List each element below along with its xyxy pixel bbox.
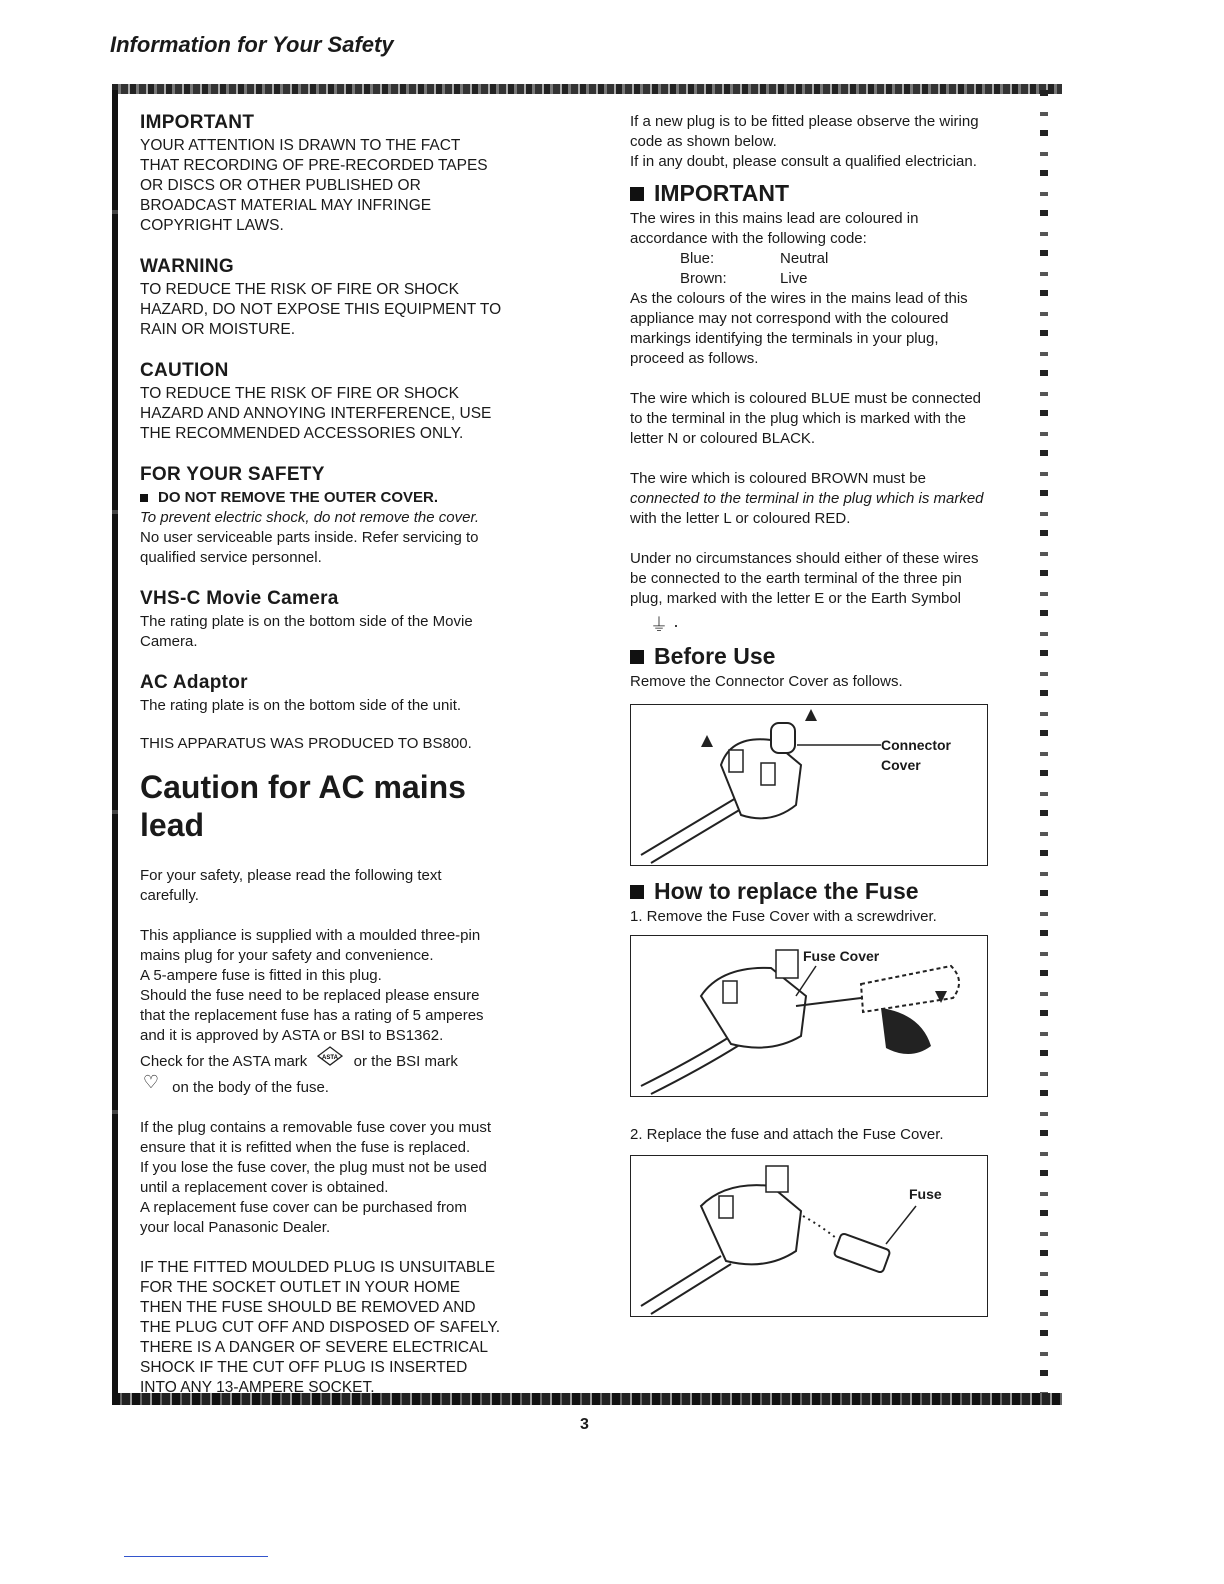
connector-cover-figure — [630, 704, 988, 866]
text-line: that the replacement fuse has a rating of 5 amperes — [140, 1007, 484, 1024]
text-line: The wire which is coloured BLUE must be connected — [630, 390, 982, 407]
text-line: THERE IS A DANGER OF SEVERE ELECTRICAL — [140, 1339, 488, 1356]
fuse-cover-figure — [630, 935, 988, 1097]
text-line: The wires in this mains lead are coloured in — [630, 210, 919, 227]
wire-meaning: Live — [780, 270, 808, 287]
for-your-safety-section — [140, 464, 570, 568]
text-line: This appliance is supplied with a moulded three-pin — [140, 927, 481, 944]
text-line: HAZARD, DO NOT EXPOSE THIS EQUIPMENT TO — [140, 301, 502, 318]
asta-mark-icon — [317, 1046, 343, 1072]
text-line: A replacement fuse cover can be purchased from — [140, 1199, 467, 1216]
text-line: If the plug contains a removable fuse cover you must — [140, 1119, 492, 1136]
check-text-b: or the BSI mark — [353, 1053, 458, 1070]
text-line: If a new plug is to be fitted please observe the wiring — [630, 113, 979, 130]
bullet-line — [140, 488, 570, 508]
text-line: No user serviceable parts inside. Refer servicing to — [140, 529, 479, 546]
text-line: mains plug for your safety and convenience. — [140, 947, 434, 964]
text-line: As the colours of the wires in the mains lead of this — [630, 290, 968, 307]
top-border-rule — [112, 84, 1062, 94]
text-line: Under no circumstances should either of these wires — [630, 550, 979, 567]
page-header-title: Information for Your Safety — [110, 32, 394, 57]
caution-ac-mains-title — [140, 768, 570, 844]
text-line: Should the fuse need to be replaced please ensure — [140, 987, 480, 1004]
text-line: INTO ANY 13-AMPERE SOCKET. — [140, 1379, 375, 1396]
blue-wire-section — [630, 389, 1050, 449]
text-line: The rating plate is on the bottom side of the Movie — [140, 613, 473, 630]
brown-wire-section — [630, 469, 1050, 529]
text-line: THEN THE FUSE SHOULD BE REMOVED AND — [140, 1299, 476, 1316]
earth-symbol-icon: ⏚ · — [650, 615, 679, 635]
fuse-step-2: 2. Replace the fuse and attach the Fuse Cover. — [630, 1126, 944, 1143]
before-use-heading — [630, 643, 1050, 670]
page-number: 3 — [580, 1416, 589, 1433]
text-line: BROADCAST MATERIAL MAY INFRINGE — [140, 197, 432, 214]
caution-heading: CAUTION — [140, 360, 229, 381]
left-column — [140, 112, 570, 1418]
fuse-label: Fuse — [909, 1186, 942, 1202]
fuse-step-1: 1. Remove the Fuse Cover with a screwdriver. — [630, 908, 937, 925]
fuse-replace-figure — [630, 1155, 988, 1317]
text-line: TO REDUCE THE RISK OF FIRE OR SHOCK — [140, 281, 459, 298]
heading-square-icon — [630, 650, 644, 664]
text-line: plug, marked with the letter E or the Earth Symbol — [630, 590, 961, 607]
vhs-c-heading: VHS-C Movie Camera — [140, 588, 339, 609]
bsi-mark-glyph: ♡ — [142, 1072, 160, 1092]
text-line: FOR THE SOCKET OUTLET IN YOUR HOME — [140, 1279, 461, 1296]
fuse-cover-label: Fuse Cover — [803, 948, 880, 964]
left-border-bar — [112, 90, 118, 1400]
text-line: THE PLUG CUT OFF AND DISPOSED OF SAFELY. — [140, 1319, 501, 1336]
for-your-safety-heading: FOR YOUR SAFETY — [140, 464, 325, 485]
wire-meaning: Neutral — [780, 250, 829, 267]
heading-text: IMPORTANT — [654, 180, 790, 206]
text-line: carefully. — [140, 887, 199, 904]
check-mark-line-2 — [140, 1072, 570, 1098]
text-line: ensure that it is refitted when the fuse is replaced. — [140, 1139, 471, 1156]
unsuitable-plug-section — [140, 1258, 570, 1398]
check-text-a: Check for the ASTA mark — [140, 1053, 308, 1070]
wire-code-row — [630, 269, 1050, 289]
bullet-square-icon — [140, 494, 148, 502]
new-plug-section — [630, 112, 1050, 172]
text-line: SHOCK IF THE CUT OFF PLUG IS INSERTED — [140, 1359, 468, 1376]
text-line: accordance with the following code: — [630, 230, 867, 247]
text-line: IF THE FITTED MOULDED PLUG IS UNSUITABLE — [140, 1259, 496, 1276]
text-line: To prevent electric shock, do not remove the cover. — [140, 509, 480, 526]
vhs-c-section — [140, 588, 570, 652]
wiring-important-section — [630, 180, 1050, 369]
wire-colour: Brown: — [680, 270, 727, 287]
text-line: HAZARD AND ANNOYING INTERFERENCE, USE — [140, 405, 492, 422]
asta-mark-text: ASTA — [322, 1055, 339, 1061]
warning-section — [140, 256, 570, 340]
fuse-insert-illustration — [631, 1156, 987, 1316]
text-line: Camera. — [140, 633, 198, 650]
title-line: Caution for AC mains — [140, 769, 466, 805]
text-line: until a replacement cover is obtained. — [140, 1179, 389, 1196]
earth-section — [630, 549, 1050, 637]
text-line: COPYRIGHT LAWS. — [140, 217, 284, 234]
text-line: Remove the Connector Cover as follows. — [630, 673, 903, 690]
text-line: The rating plate is on the bottom side of the unit. — [140, 697, 462, 714]
title-line: lead — [140, 807, 205, 843]
connector-label: Connector — [881, 737, 951, 753]
wire-colour: Blue: — [680, 250, 715, 267]
apparatus-line: THIS APPARATUS WAS PRODUCED TO BS800. — [140, 735, 472, 752]
text-line: The wire which is coloured BROWN must be — [630, 470, 926, 487]
right-column — [630, 112, 1050, 1337]
text-line: appliance may not correspond with the coloured — [630, 310, 949, 327]
text-line: A 5-ampere fuse is fitted in this plug. — [140, 967, 382, 984]
text-line: proceed as follows. — [630, 350, 759, 367]
bsi-kitemark-icon — [140, 1072, 162, 1098]
text-line: THAT RECORDING OF PRE-RECORDED TAPES — [140, 157, 488, 174]
supplied-section — [140, 926, 570, 1098]
text-line: connected to the terminal in the plug which is marked — [630, 490, 984, 507]
heading-square-icon — [630, 885, 644, 899]
heading-text: How to replace the Fuse — [654, 878, 919, 904]
replace-fuse-section — [630, 878, 1050, 1317]
removable-cover-section — [140, 1118, 570, 1238]
text-line: If in any doubt, please consult a qualified electrician. — [630, 153, 977, 170]
wire-code-row — [630, 249, 1050, 269]
footer-line — [124, 1556, 268, 1557]
text-line: OR DISCS OR OTHER PUBLISHED OR — [140, 177, 421, 194]
important-section — [140, 112, 570, 236]
text-line: be connected to the earth terminal of the three pin — [630, 570, 962, 587]
cover-label: Cover — [881, 757, 921, 773]
text-line: YOUR ATTENTION IS DRAWN TO THE FACT — [140, 137, 461, 154]
replace-fuse-heading — [630, 878, 1050, 905]
text-line: THE RECOMMENDED ACCESSORIES ONLY. — [140, 425, 464, 442]
ac-adaptor-section — [140, 672, 570, 716]
wiring-important-heading — [630, 180, 1050, 207]
text-line: letter N or coloured BLACK. — [630, 430, 816, 447]
heading-text: Before Use — [654, 643, 776, 669]
caution-section — [140, 360, 570, 444]
text-line: to the terminal in the plug which is marked with the — [630, 410, 966, 427]
before-use-section — [630, 643, 1050, 866]
text-line: your local Panasonic Dealer. — [140, 1219, 331, 1236]
intro-section — [140, 866, 570, 906]
warning-heading: WARNING — [140, 256, 234, 277]
text-line: qualified service personnel. — [140, 549, 322, 566]
text-line: markings identifying the terminals in your plug, — [630, 330, 939, 347]
text-line: and it is approved by ASTA or BSI to BS1362. — [140, 1027, 444, 1044]
check-mark-line — [140, 1046, 570, 1072]
text-line: with the letter L or coloured RED. — [630, 510, 851, 527]
text-line: For your safety, please read the following text — [140, 867, 442, 884]
bullet-text: DO NOT REMOVE THE OUTER COVER. — [158, 489, 439, 506]
plug-connector-illustration — [631, 705, 987, 865]
text-line: code as shown below. — [630, 133, 777, 150]
text-line: RAIN OR MOISTURE. — [140, 321, 296, 338]
check-text-c: on the body of the fuse. — [172, 1079, 329, 1096]
text-line: If you lose the fuse cover, the plug must not be used — [140, 1159, 487, 1176]
ac-adaptor-heading: AC Adaptor — [140, 672, 248, 693]
heading-square-icon — [630, 187, 644, 201]
text-line: TO REDUCE THE RISK OF FIRE OR SHOCK — [140, 385, 459, 402]
important-heading: IMPORTANT — [140, 112, 255, 133]
